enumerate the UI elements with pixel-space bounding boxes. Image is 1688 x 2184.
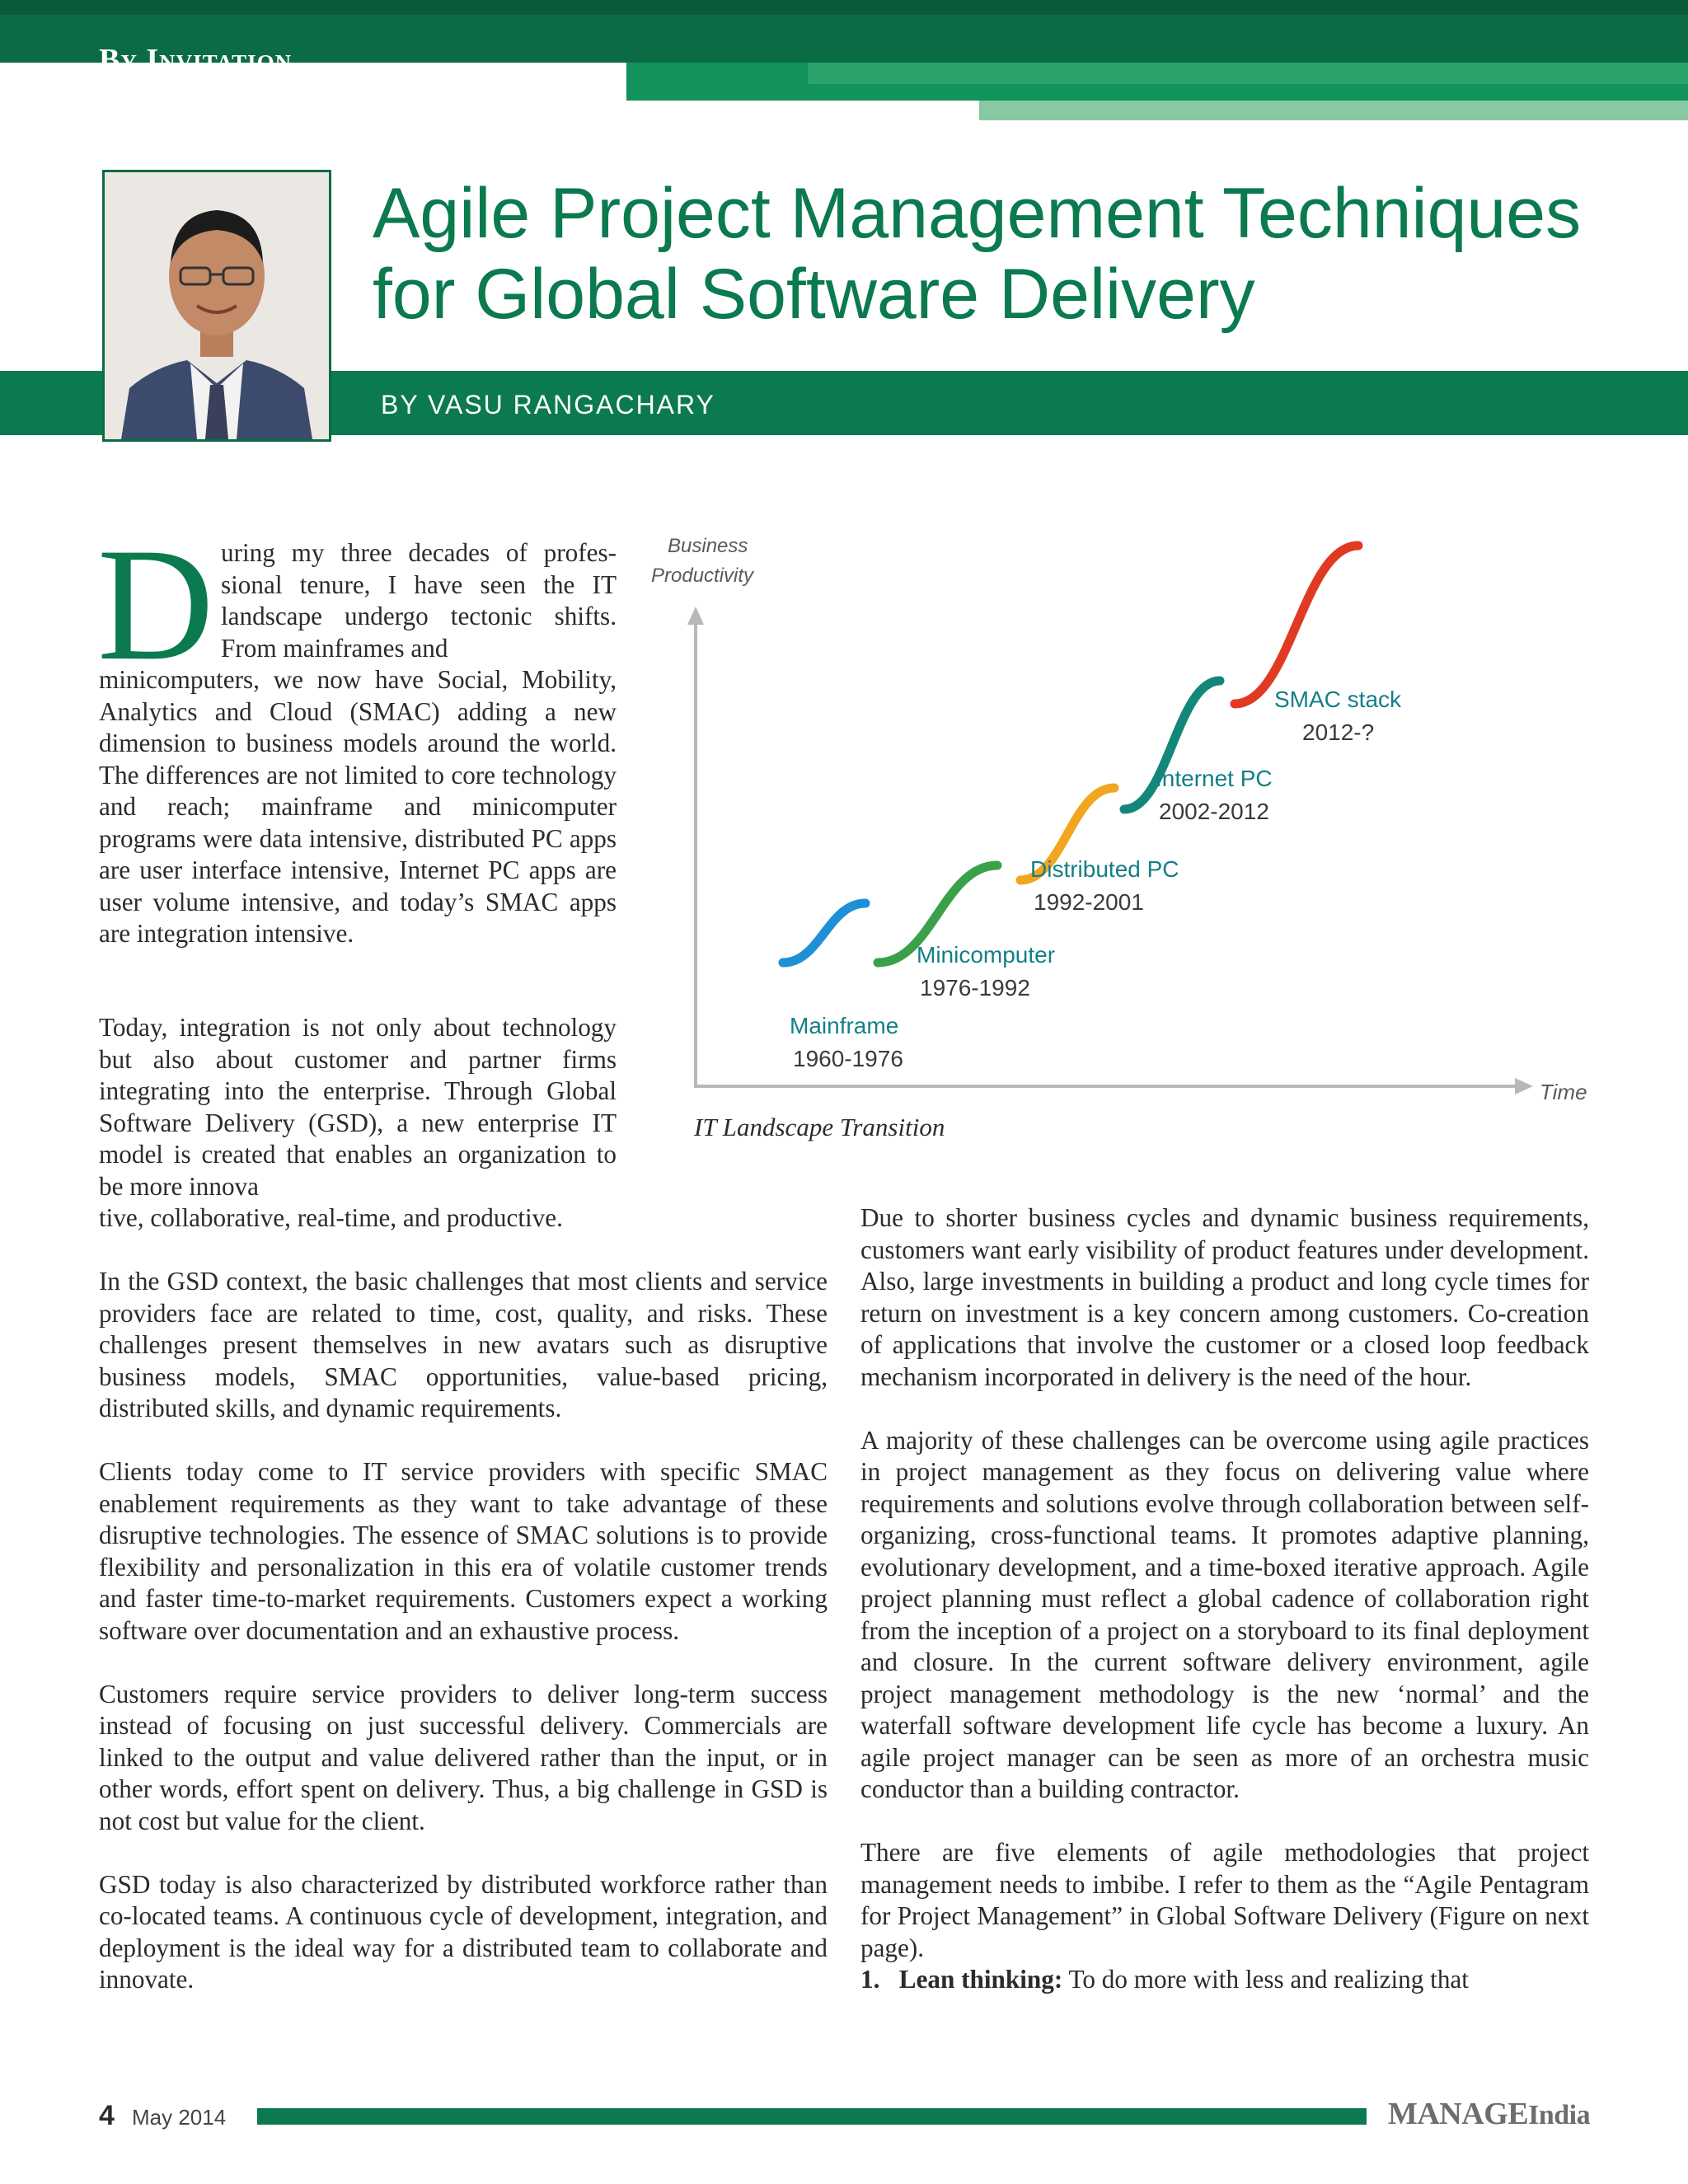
era-name-label: Mainframe xyxy=(790,1013,899,1038)
logo-suffix: India xyxy=(1528,2100,1591,2130)
header-stripe-2 xyxy=(808,63,1688,84)
body-paragraph: A majority of these challenges can be overcome using agile practices in project management as they focus on delivering value where requirements and solutions evolve through collaboration between self-organizing, cross-functional teams. It promotes adaptive planning, evolutionary development, and a time-boxed iterative approach. Agile project planning must reflect a global cadence of collaboration right from the inception of a project on a storyboard to its final deployment and closure. In the current software delivery environment, agile project management methodology is the new ‘normal’ and the waterfall software development life cycle has become a luxury. An agile project manager can be seen as more of an orchestra music conductor than a building contractor. xyxy=(860,1425,1589,1803)
intro-first-lines: uring my three decades of professional tenure, I have seen the IT landscape undergo tectonic shifts. From mainframes and xyxy=(221,538,617,663)
it-landscape-chart xyxy=(643,524,1591,1151)
body-paragraph: There are five elements of agile methodologies that project management needs to imbibe. I refer to them as the “Agile Pentagram for Project Management” in Global Software Delivery (Figure on next page). xyxy=(860,1838,1589,1962)
y-axis-arrow-icon xyxy=(687,607,704,625)
body-paragraph: Due to shorter business cycles and dynamic business requirements, customers want early visibility of product features under development. Also, large investments in building a product and long cycle times for return on investment is a key concern among customers. Co-creation of applications that involve the customer or a closed loop feedback mechanism incorporated in delivery is the need of the hour. xyxy=(860,1203,1589,1391)
section-label: By Invitation xyxy=(99,43,293,77)
x-axis-label: Time xyxy=(1540,1080,1587,1104)
era-name-label: Distributed PC xyxy=(1030,856,1179,882)
era-years-label: 2012-? xyxy=(1302,719,1375,745)
logo-main: MANAGE xyxy=(1388,2097,1529,2131)
era-years-label: 2002-2012 xyxy=(1159,799,1269,824)
list-number: 1. xyxy=(860,1965,880,1994)
left-column xyxy=(99,1266,828,1996)
integration-paragraph-end: tive, collaborative, real-time, and productive. xyxy=(99,1203,563,1232)
title-line-1: Agile Project Management Techniques xyxy=(373,174,1582,253)
x-axis-arrow-icon xyxy=(1515,1078,1533,1094)
y-axis-label-line-2: Productivity xyxy=(651,565,754,587)
figure-caption: IT Landscape Transition xyxy=(694,1113,945,1141)
integration-paragraph: Today, integration is not only about technology but also about customer and partner firms integrating into the enterprise. Through Global Software Delivery (GSD), a new enterprise IT model is created that enables an organization to be more innova xyxy=(99,1013,617,1201)
numbered-list-item xyxy=(860,1964,1589,1996)
author-photo xyxy=(102,170,331,442)
list-item-text: To do more with less and realizing that xyxy=(1062,1965,1469,1994)
article-title xyxy=(373,173,1581,335)
era-years-label: 1992-2001 xyxy=(1034,889,1144,915)
era-years-label: 1960-1976 xyxy=(793,1046,903,1071)
right-column xyxy=(860,1202,1589,1996)
era-years-label: 1976-1992 xyxy=(920,975,1030,1001)
body-paragraph: Clients today come to IT service providers with specific SMAC enablement requirements as they want to take advantage of these disruptive technologies. The essence of SMAC solutions is to provide flexibility and personalization in this era of volatile customer trends and faster time-to-market requirements. Customers expect a working software over documentation and an exhaustive process. xyxy=(99,1457,828,1645)
era-name-label: Internet PC xyxy=(1156,766,1273,791)
era-curve-4 xyxy=(1235,546,1358,704)
era-name-label: SMAC stack xyxy=(1274,687,1402,712)
author-byline: BY VASU RANGACHARY xyxy=(381,390,715,419)
header-band-top xyxy=(0,0,1688,15)
body-paragraph: In the GSD context, the basic challenges that most clients and service providers face are related to time, cost, quality, and risks. These challenges present themselves in new avatars such as disruptive business models, SMAC opportunities, value-based pricing, distributed skills, and dynamic requirements. xyxy=(99,1267,828,1422)
page-number: 4 xyxy=(99,2100,115,2131)
footer-band xyxy=(257,2108,1367,2125)
era-name-label: Minicomputer xyxy=(917,942,1056,968)
y-axis-label-line-1: Business xyxy=(668,535,748,557)
issue-date: May 2014 xyxy=(132,2105,227,2130)
header-stripe-3 xyxy=(979,101,1688,120)
intro-paragraph: minicomputers, we now have Social, Mobility, Analytics and Cloud (SMAC) adding a new dimension to business models around the world. The differences are not limited to core technology and reach; mainframe and minicomputer programs were data intensive, distributed PC apps are user interface intensive, Internet PC apps are user volume intensive, and today’s SMAC apps are integration intensive. xyxy=(99,665,617,948)
list-item-heading: Lean thinking: xyxy=(898,1965,1063,1994)
magazine-logo xyxy=(1388,2098,1590,2130)
body-paragraph: GSD today is also characterized by distributed workforce rather than co-located teams. A continuous cycle of development, integration, and deployment is the ideal way for a distributed team to collaborate and innovate. xyxy=(99,1869,828,1994)
title-line-2: for Global Software Delivery xyxy=(373,255,1255,334)
era-curve-0 xyxy=(783,903,865,963)
drop-cap: D xyxy=(97,515,214,694)
era-curves xyxy=(783,546,1402,1071)
author-portrait-image xyxy=(105,172,329,439)
body-paragraph: Customers require service providers to deliver long-term success instead of focusing on just successful delivery. Commercials are linked to the output and value delivered rather than the input, or in other words, effort spent on delivery. Thus, a big challenge in GSD is not cost but value for the client. xyxy=(99,1679,828,1835)
